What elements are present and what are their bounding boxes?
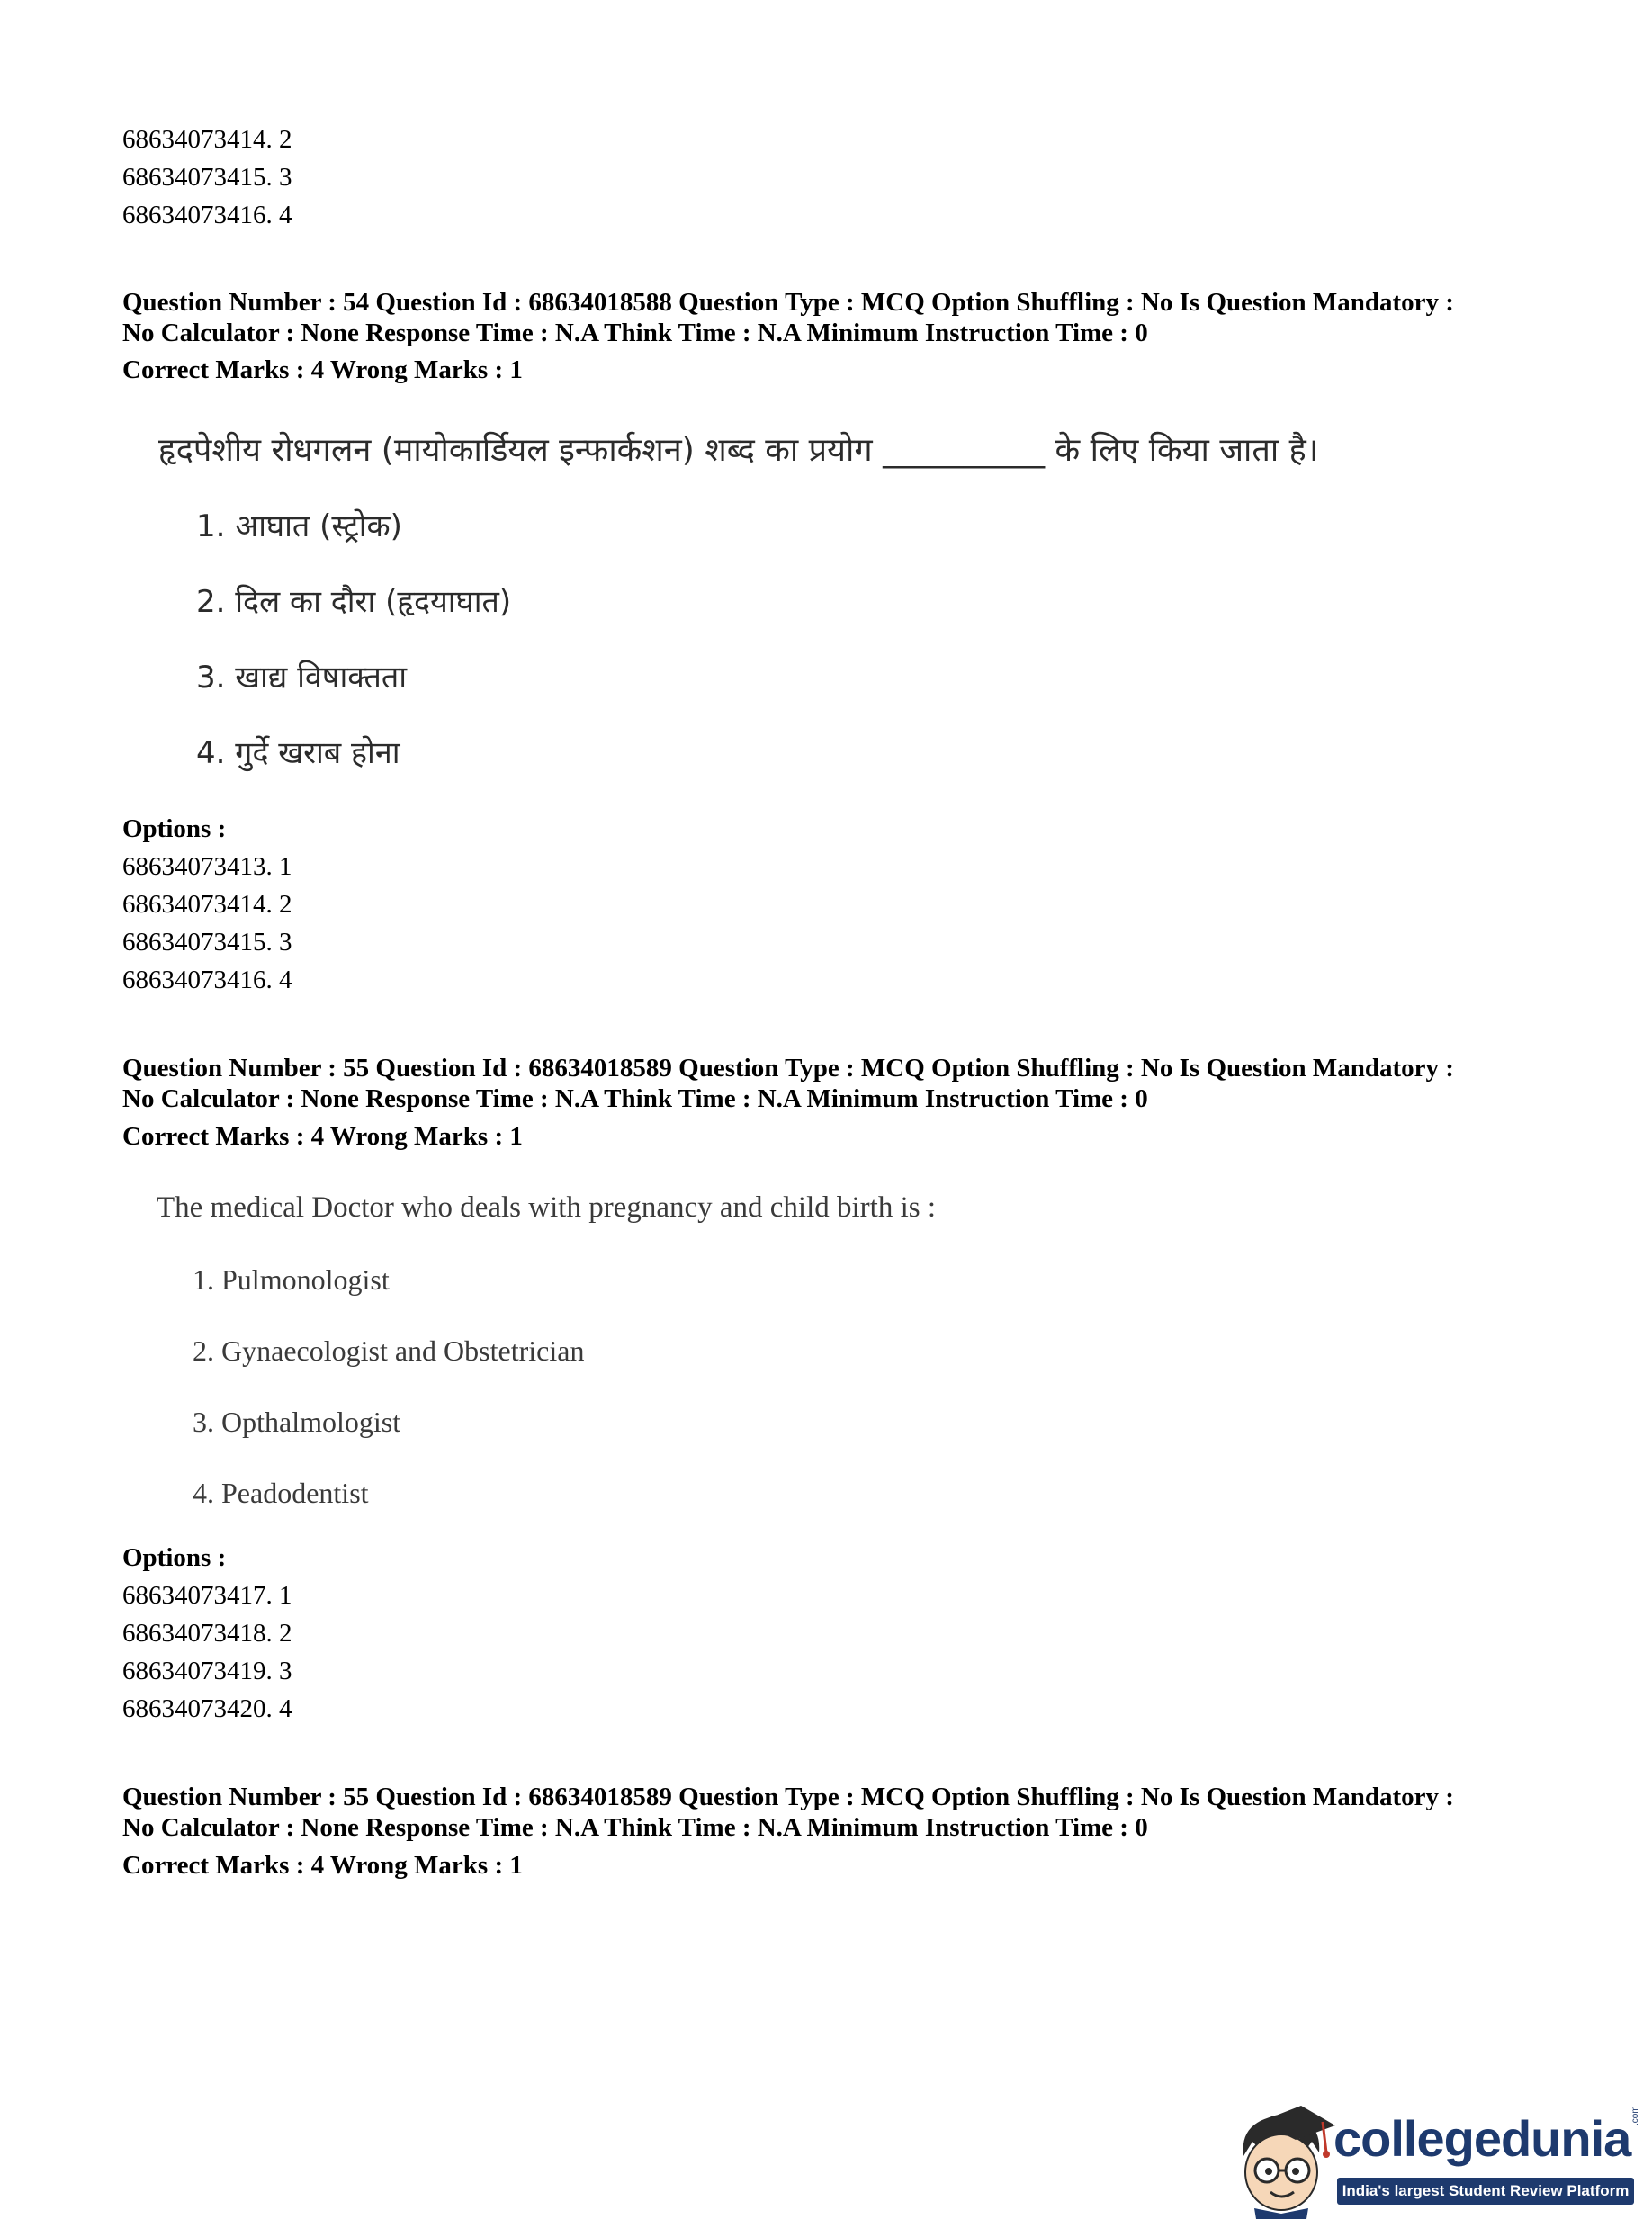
logo-wordmark: collegedunia (1333, 2110, 1631, 2167)
option-line: 68634073414. 2 (122, 890, 292, 919)
option-line: 68634073415. 3 (122, 163, 292, 192)
option-line: 68634073413. 1 (122, 852, 292, 881)
logo-tagline: India's largest Student Review Platform (1337, 2178, 1634, 2205)
question-marks: Correct Marks : 4 Wrong Marks : 1 (122, 1851, 523, 1880)
question-choice-4: 4. Peadodentist (193, 1477, 369, 1509)
question-choice-1: 1. आघात (स्ट्रोक) (196, 508, 402, 544)
question-meta-line-2: No Calculator : None Response Time : N.A Think Time : N.A Minimum Instruction Time : 0 (122, 1813, 1148, 1842)
question-meta-line-1: Question Number : 55 Question Id : 68634018589 Question Type : MCQ Option Shuffling : No Is Question Mandatory : (122, 1783, 1454, 1811)
question-stem: The medical Doctor who deals with pregnancy and child birth is : (157, 1191, 937, 1224)
question-meta-line-2: No Calculator : None Response Time : N.A Think Time : N.A Minimum Instruction Time : 0 (122, 1084, 1148, 1113)
collegedunia-logo (1224, 2102, 1647, 2219)
question-choice-3: 3. खाद्य विषाक्तता (196, 660, 408, 696)
question-marks: Correct Marks : 4 Wrong Marks : 1 (122, 355, 523, 384)
question-choice-1: 1. Pulmonologist (193, 1263, 390, 1296)
option-line: 68634073418. 2 (122, 1619, 292, 1648)
option-line: 68634073419. 3 (122, 1657, 292, 1685)
question-choice-4: 4. गुर्दे खराब होना (196, 735, 400, 771)
student-mascot-icon (1224, 2102, 1341, 2219)
option-line: 68634073415. 3 (122, 928, 292, 957)
question-choice-2: 2. Gynaecologist and Obstetrician (193, 1334, 585, 1367)
option-line: 68634073417. 1 (122, 1581, 292, 1610)
question-meta-line-1: Question Number : 55 Question Id : 68634018589 Question Type : MCQ Option Shuffling : No Is Question Mandatory : (122, 1054, 1454, 1083)
logo-domain-suffix: .com (1630, 2106, 1640, 2125)
question-marks: Correct Marks : 4 Wrong Marks : 1 (122, 1122, 523, 1151)
option-line: 68634073420. 4 (122, 1694, 292, 1723)
options-label: Options : (122, 1543, 227, 1572)
question-meta-line-1: Question Number : 54 Question Id : 68634018588 Question Type : MCQ Option Shuffling : No Is Question Mandatory : (122, 288, 1454, 317)
options-label: Options : (122, 814, 227, 843)
option-line: 68634073416. 4 (122, 201, 292, 229)
option-line: 68634073416. 4 (122, 966, 292, 994)
question-stem: हृदपेशीय रोधगलन (मायोकार्डियल इन्फार्कशन) शब्द का प्रयोग __________ के लिए किया जाता है। (158, 432, 1319, 469)
option-line: 68634073414. 2 (122, 125, 292, 154)
question-choice-2: 2. दिल का दौरा (हृदयाघात) (196, 584, 512, 620)
question-meta-line-2: No Calculator : None Response Time : N.A Think Time : N.A Minimum Instruction Time : 0 (122, 319, 1148, 347)
question-choice-3: 3. Opthalmologist (193, 1406, 401, 1438)
